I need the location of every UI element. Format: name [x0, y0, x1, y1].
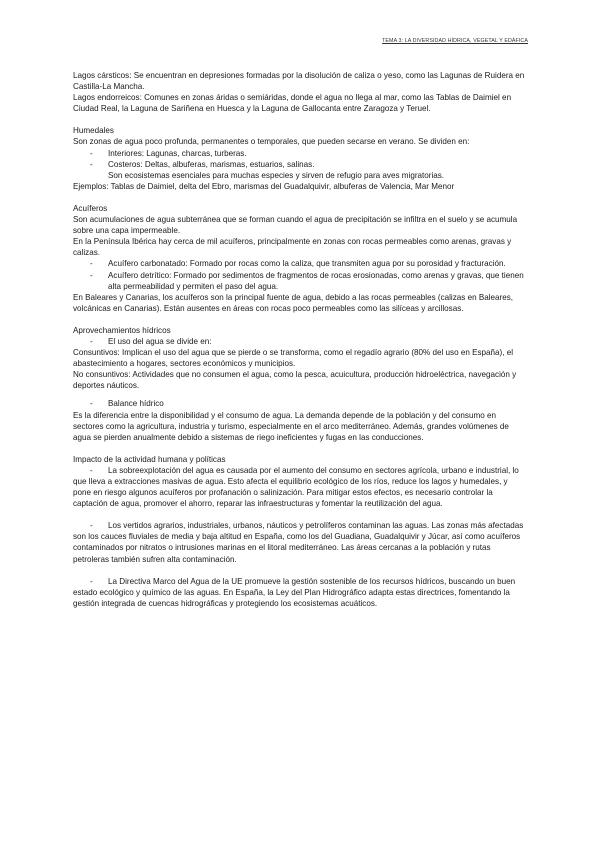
humedales-examples: Ejemplos: Tablas de Daimiel, delta del Ebro, marismas del Guadalquivir, albuferas de Valencia, Mar Menor — [73, 181, 455, 191]
impacto-sobreexplotacion-paragraph: - La sobreexplotación del agua es causada por el aumento del consumo en sectores agrícola, urbano e industrial, lo que lleva a extracciones masivas de agua. Esto afecta el equilibrio ecológico de los ríos, reduce los lagos y humedales, y pone en riesgo algunos acuíferos por profanación o salinización. Para mitigar estos efectos, es necesario controlar la captación de agua, promover el ahorro, reparar las infraestructuras y fomentar la reutilización del agua. — [73, 465, 519, 509]
acuifero-carbonatado-item: - Acuífero carbonatado: Formado por rocas como la caliza, que transmiten agua por su porosidad y fracturación. — [90, 259, 506, 269]
lagos-carsticos-paragraph: Lagos cársticos: Se encuentran en depresiones formadas por la disolución de caliza o yeso, como las Lagunas de Ruidera en Castilla-La Mancha. — [73, 71, 525, 92]
impacto-heading: Impacto de la actividad humana y políticas — [73, 454, 226, 464]
impacto-vertidos-paragraph: - Los vertidos agrarios, industriales, urbanos, náuticos y petrolíferos contaminan las aguas. Las zonas más afectadas son los cauces fluviales de media y baja altitud en España, como los del Guadiana, Guadalquivir y Júcar, así como acuíferos contaminados por nitratos o intrusiones marinas en el litoral mediterráneo. Las áreas cercanas a la población y rutas petroleras también sufren alta contaminación. — [73, 521, 524, 564]
page-header: TEMA 3: LA DIVERSIDAD HÍDRICA, VEGETAL Y EDÁFICA — [382, 38, 528, 44]
document-body — [73, 70, 527, 609]
aprovechamientos-heading: Aprovechamientos hídricos — [73, 325, 171, 335]
impacto-directiva-paragraph: - La Directiva Marco del Agua de la UE promueve la gestión sostenible de los recursos hídricos, buscando un buen estado ecológico y químico de las aguas. En España, la Ley del Plan Hidrográfico adapta estas directrices, fomentando la gestión integrada de cuencas hidrográficas y protegiendo los ecosistemas acuáticos. — [73, 576, 516, 608]
acuiferos-peninsula: En la Península Ibérica hay cerca de mil acuíferos, principalmente en zonas con rocas permeables como arenas, gravas y calizas. — [73, 237, 512, 258]
acuiferos-islas: En Baleares y Canarias, los acuíferos son la principal fuente de agua, debido a las rocas permeables (calizas en Baleares, volcánicas en Canarias). Están ausentes en áreas con rocas poco permeables como las silíceas y arcillosas. — [73, 292, 514, 313]
humedales-item-interiores: - Interiores: Lagunas, charcas, turberas. — [90, 148, 247, 158]
balance-hidrico-paragraph: Es la diferencia entre la disponibilidad y el consumo de agua. La demanda depende de la población y del consumo en sectores como la agricultura, industria y turismo, especialmente en el arco mediterráneo. Además, grandes volúmenes de agua se pierden anualmente debido a sistemas de riego ineficientes y fugas en las conducciones. — [73, 410, 509, 442]
uso-agua-item: - El uso del agua se divide en: — [90, 336, 212, 346]
acuifero-detritico-item: - Acuífero detrítico: Formado por sedimentos de fragmentos de rocas erosionadas, como arenas y gravas, que tienen alta permeabilidad y permiten el paso del agua. — [90, 270, 524, 291]
humedales-intro: Son zonas de agua poco profunda, permanentes o temporales, que pueden secarse en verano. Se dividen en: — [73, 137, 470, 147]
no-consuntivos-paragraph: No consuntivos: Actividades que no consumen el agua, como la pesca, acuicultura, producción hidroeléctrica, navegación y deportes náuticos. — [73, 370, 517, 391]
consuntivos-paragraph: Consuntivos: Implican el uso del agua que se pierde o se transforma, como el regadío agrario (80% del uso en España), el abastecimiento a hogares, sectores económicos y municipios. — [73, 348, 514, 369]
balance-hidrico-item: - Balance hídrico — [90, 399, 164, 409]
humedales-note: Son ecosistemas esenciales para muchas especies y sirven de refugio para aves migratorias. — [108, 170, 445, 180]
acuiferos-heading: Acuíferos — [73, 203, 108, 213]
lagos-endorreicos-paragraph: Lagos endorreicos: Comunes en zonas áridas o semiáridas, donde el agua no llega al mar, como las Tablas de Daimiel en Ciudad Real, la Laguna de Sariñena en Huesca y la Laguna de Gallocanta entre Zaragoza y Teruel. — [73, 93, 512, 114]
humedales-heading: Humedales — [73, 126, 114, 136]
acuiferos-intro: Son acumulaciones de agua subterránea que se forman cuando el agua de precipitación se infiltra en el suelo y se acumula sobre una capa impermeable. — [73, 215, 518, 236]
humedales-item-costeros: - Costeros: Deltas, albuferas, marismas, estuarios, salinas. — [90, 159, 315, 169]
